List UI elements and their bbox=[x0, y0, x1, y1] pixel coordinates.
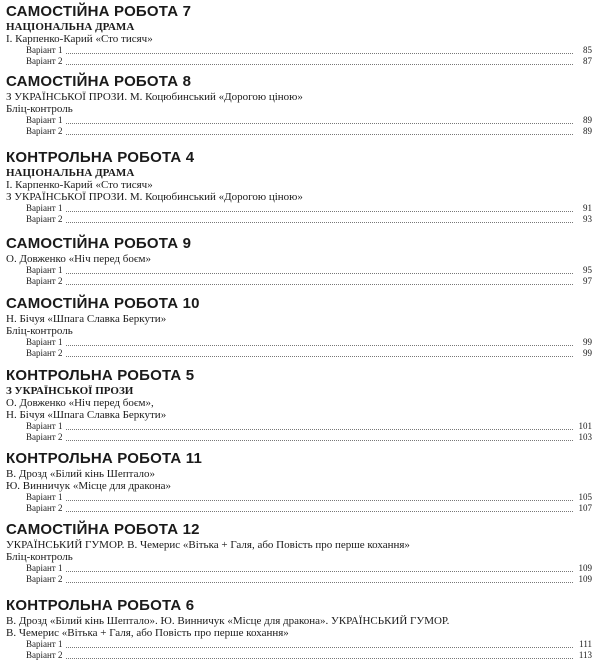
section-subtitle: І. Карпенко-Карий «Сто тисяч» bbox=[6, 179, 153, 191]
entry-label: Варіант 1 bbox=[26, 492, 63, 502]
section-subtitle: І. Карпенко-Карий «Сто тисяч» bbox=[6, 33, 153, 45]
toc-entry[interactable] bbox=[6, 45, 592, 56]
section-subtitle: НАЦІОНАЛЬНА ДРАМА bbox=[6, 21, 135, 33]
section-subtitle: НАЦІОНАЛЬНА ДРАМА bbox=[6, 167, 135, 179]
entry-label: Варіант 1 bbox=[26, 115, 63, 125]
section-heading: САМОСТІЙНА РОБОТА 9 bbox=[6, 235, 192, 252]
toc-entry[interactable] bbox=[6, 214, 592, 225]
dot-leader bbox=[66, 510, 574, 512]
dot-leader bbox=[66, 570, 574, 572]
toc-entry[interactable] bbox=[6, 56, 592, 67]
toc-entry[interactable] bbox=[6, 276, 592, 287]
page-number: 87 bbox=[583, 56, 592, 66]
section-subtitle: З УКРАЇНСЬКОЇ ПРОЗИ. М. Коцюбинський «Дорогою ціною» bbox=[6, 91, 303, 103]
entry-label: Варіант 1 bbox=[26, 337, 63, 347]
page-number: 97 bbox=[583, 276, 592, 286]
section-subtitle: Бліц-контроль bbox=[6, 325, 73, 337]
dot-leader bbox=[66, 133, 574, 135]
toc-entry[interactable] bbox=[6, 126, 592, 137]
page-number: 85 bbox=[583, 45, 592, 55]
toc-entry[interactable] bbox=[6, 115, 592, 126]
toc-section bbox=[6, 451, 592, 514]
toc-section bbox=[6, 150, 592, 225]
section-subtitle: В. Дрозд «Білий кінь Шептало» bbox=[6, 468, 156, 480]
page-number: 99 bbox=[583, 337, 592, 347]
toc-section bbox=[6, 4, 592, 67]
toc-entry[interactable] bbox=[6, 348, 592, 359]
section-subtitle: Бліц-контроль bbox=[6, 103, 73, 115]
entry-label: Варіант 1 bbox=[26, 421, 63, 431]
section-heading: САМОСТІЙНА РОБОТА 7 bbox=[6, 3, 192, 20]
toc-entry[interactable] bbox=[6, 650, 592, 661]
page-number: 95 bbox=[583, 265, 592, 275]
page-number: 99 bbox=[583, 348, 592, 358]
entry-label: Варіант 1 bbox=[26, 265, 63, 275]
entry-label: Варіант 2 bbox=[26, 503, 63, 513]
page-number: 89 bbox=[583, 115, 592, 125]
section-subtitle: Ю. Винничук «Місце для дракона» bbox=[6, 480, 171, 492]
toc-entry[interactable] bbox=[6, 421, 592, 432]
toc-entry[interactable] bbox=[6, 265, 592, 276]
section-subtitle: В. Дрозд «Білий кінь Шептало». Ю. Винничук «Місце для дракона». УКРАЇНСЬКИЙ ГУМОР. bbox=[6, 615, 450, 627]
dot-leader bbox=[66, 657, 574, 659]
toc-section bbox=[6, 522, 592, 585]
entry-label: Варіант 1 bbox=[26, 45, 63, 55]
dot-leader bbox=[66, 221, 574, 223]
section-heading: САМОСТІЙНА РОБОТА 10 bbox=[6, 295, 200, 312]
dot-leader bbox=[66, 428, 574, 430]
dot-leader bbox=[66, 344, 574, 346]
page-number: 109 bbox=[578, 563, 592, 573]
section-subtitle: В. Чемерис «Вітька + Галя, або Повість про перше кохання» bbox=[6, 627, 289, 639]
entry-label: Варіант 1 bbox=[26, 639, 63, 649]
section-subtitle: З УКРАЇНСЬКОЇ ПРОЗИ. М. Коцюбинський «Дорогою ціною» bbox=[6, 191, 303, 203]
entry-label: Варіант 2 bbox=[26, 276, 63, 286]
page-number: 107 bbox=[578, 503, 592, 513]
dot-leader bbox=[66, 52, 574, 54]
toc-section bbox=[6, 74, 592, 137]
dot-leader bbox=[66, 210, 574, 212]
toc-entry[interactable] bbox=[6, 432, 592, 443]
entry-label: Варіант 2 bbox=[26, 56, 63, 66]
entry-label: Варіант 2 bbox=[26, 574, 63, 584]
dot-leader bbox=[66, 499, 574, 501]
section-heading: КОНТРОЛЬНА РОБОТА 11 bbox=[6, 450, 203, 467]
section-subtitle: З УКРАЇНСЬКОЇ ПРОЗИ bbox=[6, 385, 134, 397]
section-heading: САМОСТІЙНА РОБОТА 8 bbox=[6, 73, 192, 90]
page-number: 93 bbox=[583, 214, 592, 224]
toc-section bbox=[6, 236, 592, 287]
dot-leader bbox=[66, 122, 574, 124]
entry-label: Варіант 2 bbox=[26, 432, 63, 442]
page-number: 113 bbox=[578, 650, 592, 660]
toc-section bbox=[6, 296, 592, 359]
section-heading: КОНТРОЛЬНА РОБОТА 5 bbox=[6, 367, 195, 384]
section-subtitle: О. Довженко «Ніч перед боєм», bbox=[6, 397, 154, 409]
section-subtitle: Бліц-контроль bbox=[6, 551, 73, 563]
entry-label: Варіант 2 bbox=[26, 214, 63, 224]
page-number: 105 bbox=[578, 492, 592, 502]
section-heading: САМОСТІЙНА РОБОТА 12 bbox=[6, 521, 200, 538]
entry-label: Варіант 2 bbox=[26, 348, 63, 358]
dot-leader bbox=[66, 283, 574, 285]
section-subtitle: УКРАЇНСЬКИЙ ГУМОР. В. Чемерис «Вітька + Галя, або Повість про перше кохання» bbox=[6, 539, 410, 551]
toc-entry[interactable] bbox=[6, 639, 592, 650]
entry-label: Варіант 2 bbox=[26, 126, 63, 136]
entry-label: Варіант 2 bbox=[26, 650, 63, 660]
toc-entry[interactable] bbox=[6, 503, 592, 514]
dot-leader bbox=[66, 63, 574, 65]
page-number: 109 bbox=[578, 574, 592, 584]
toc-section bbox=[6, 368, 592, 443]
dot-leader bbox=[66, 581, 574, 583]
toc-entry[interactable] bbox=[6, 563, 592, 574]
dot-leader bbox=[66, 355, 574, 357]
entry-label: Варіант 1 bbox=[26, 203, 63, 213]
toc-section bbox=[6, 598, 592, 661]
dot-leader bbox=[66, 272, 574, 274]
page-number: 101 bbox=[578, 421, 592, 431]
entry-label: Варіант 1 bbox=[26, 563, 63, 573]
page-number: 111 bbox=[579, 639, 592, 649]
section-subtitle: Н. Бічуя «Шпага Славка Беркути» bbox=[6, 409, 167, 421]
dot-leader bbox=[66, 439, 574, 441]
section-subtitle: О. Довженко «Ніч перед боєм» bbox=[6, 253, 151, 265]
section-subtitle: Н. Бічуя «Шпага Славка Беркути» bbox=[6, 313, 167, 325]
toc-entry[interactable] bbox=[6, 574, 592, 585]
page-number: 89 bbox=[583, 126, 592, 136]
toc-entry[interactable] bbox=[6, 203, 592, 214]
section-heading: КОНТРОЛЬНА РОБОТА 6 bbox=[6, 597, 195, 614]
page-number: 91 bbox=[583, 203, 592, 213]
toc-entry[interactable] bbox=[6, 492, 592, 503]
section-heading: КОНТРОЛЬНА РОБОТА 4 bbox=[6, 149, 195, 166]
dot-leader bbox=[66, 646, 574, 648]
toc-entry[interactable] bbox=[6, 337, 592, 348]
page-number: 103 bbox=[578, 432, 592, 442]
